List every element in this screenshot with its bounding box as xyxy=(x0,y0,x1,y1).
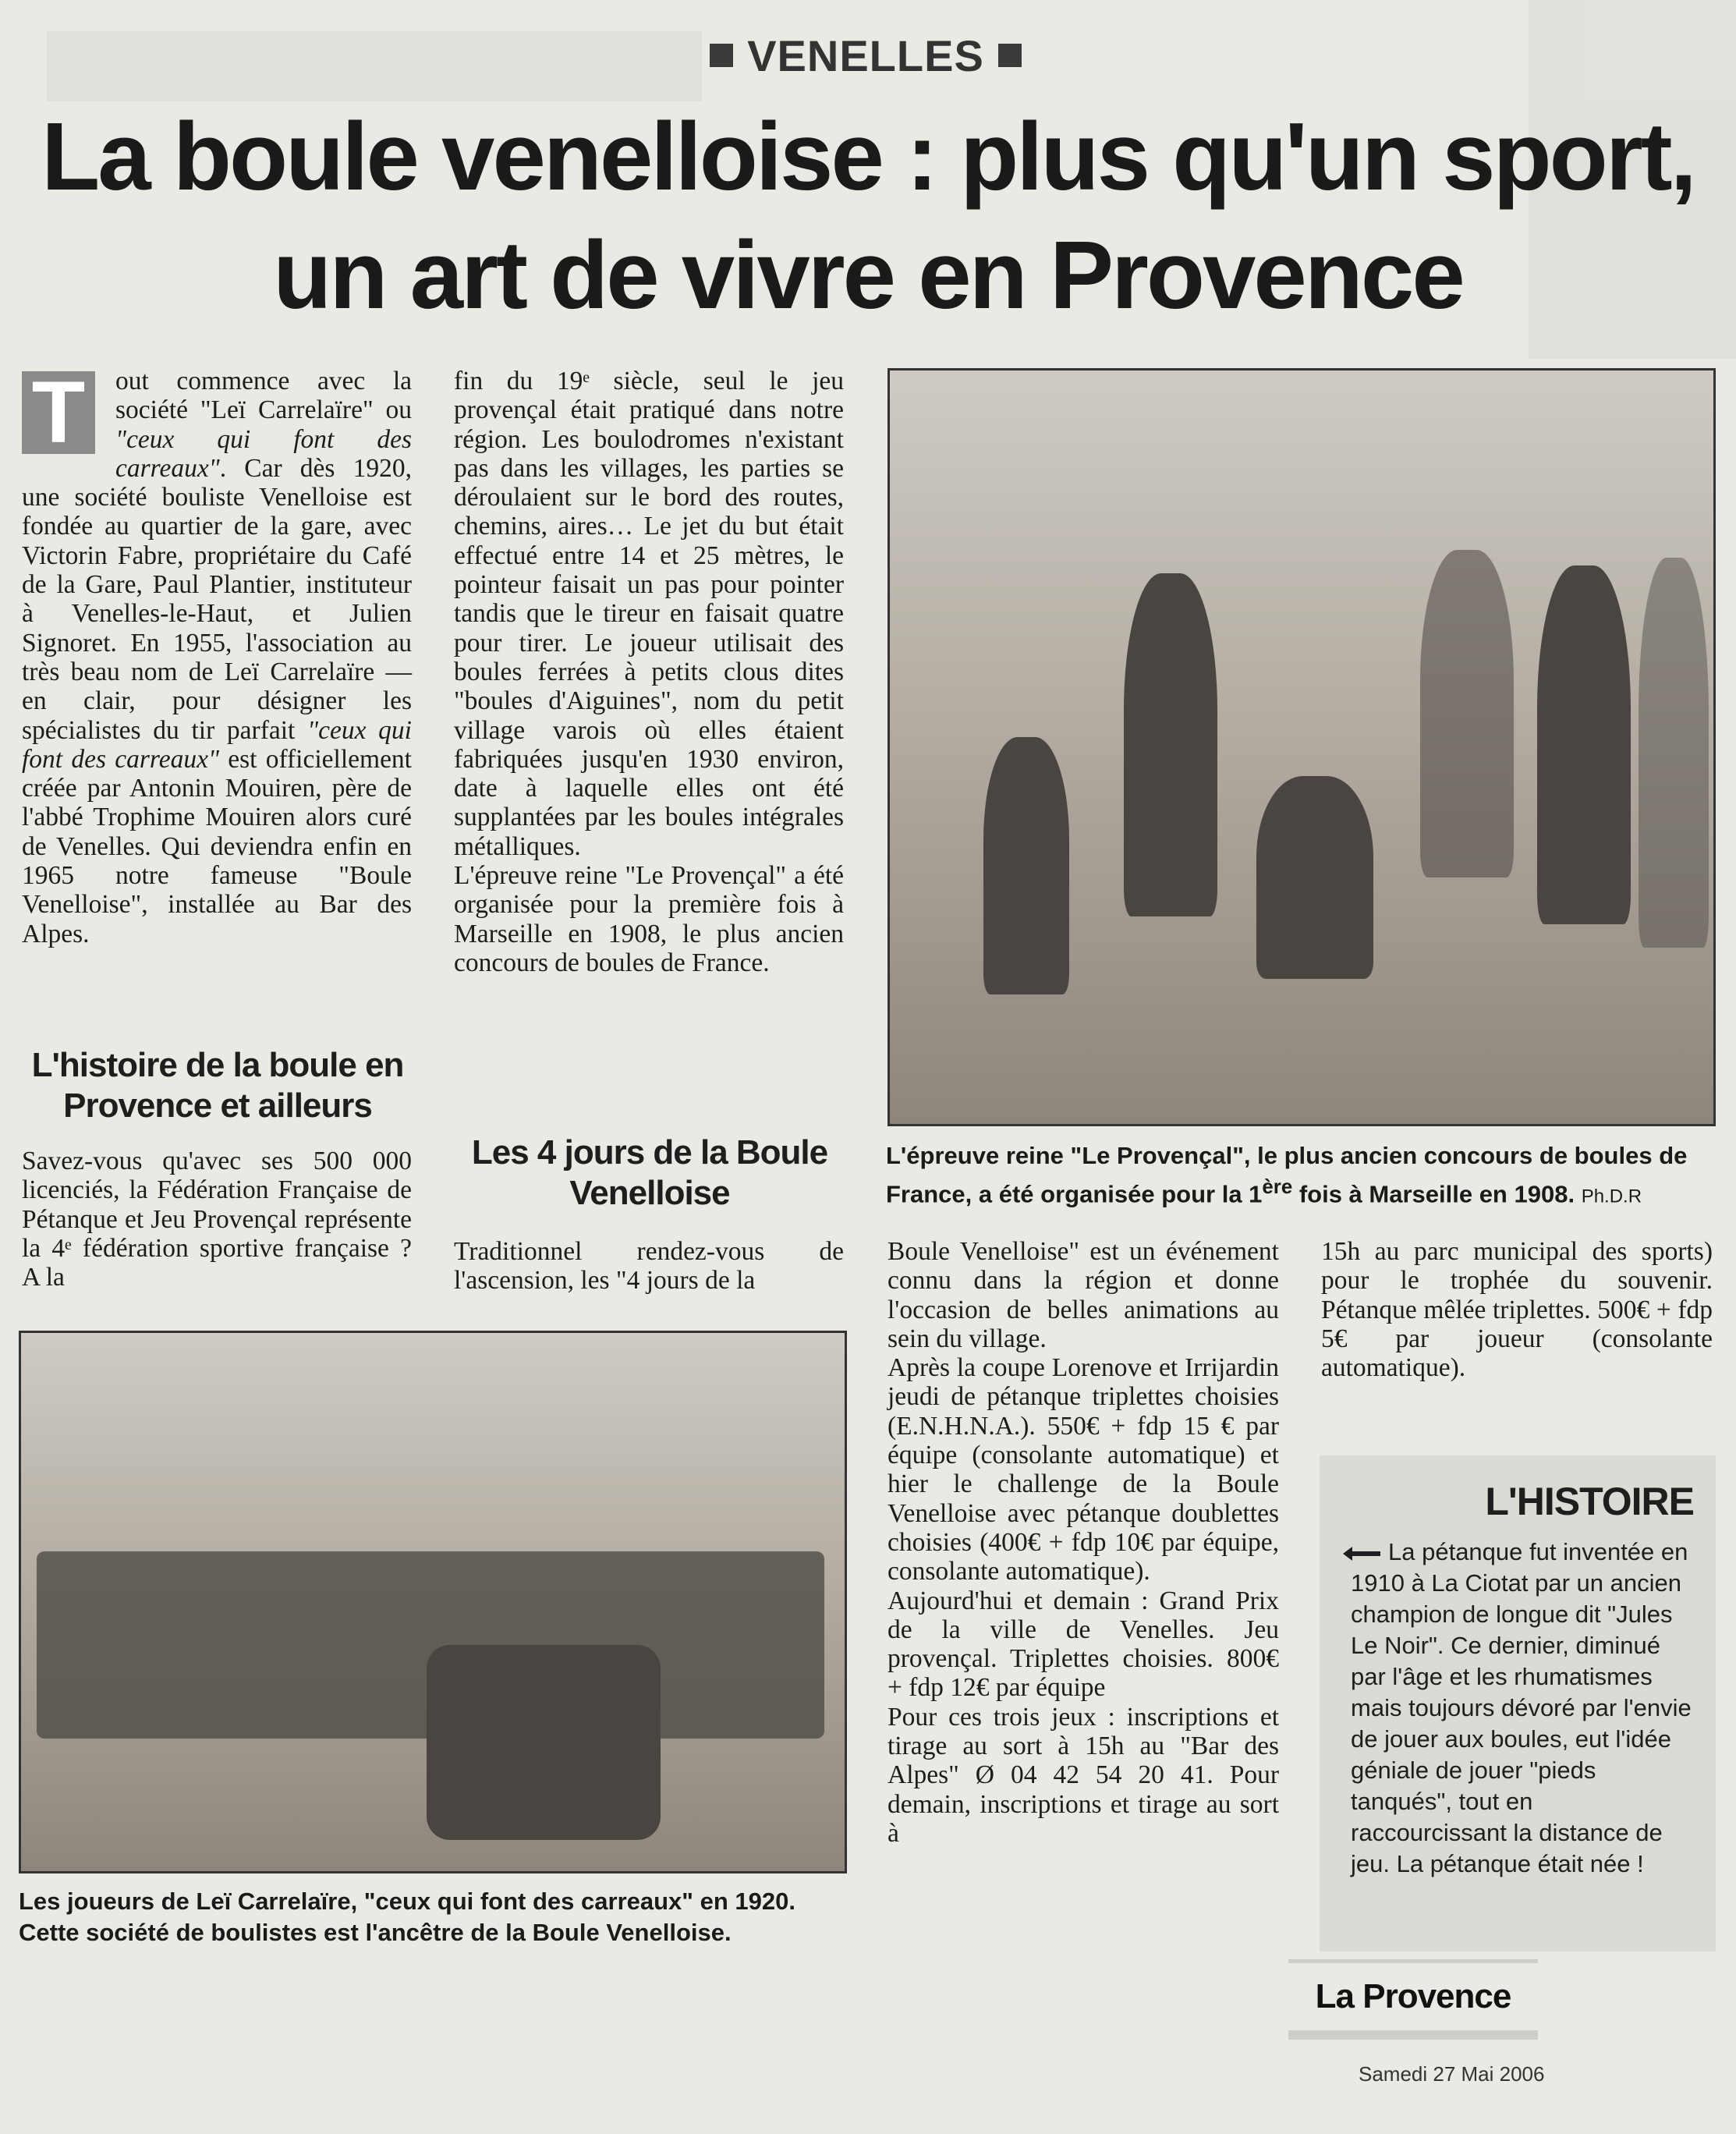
history-subhead: L'histoire de la boule en Provence et ailleurs xyxy=(31,1046,404,1125)
history-paragraph-part1: Savez-vous qu'avec ses 500 000 licenciés, la Fédération Française de Pétanque et Jeu Provençal représente la 4ᵉ fédération sportive française ? A la xyxy=(22,1147,412,1292)
four-days-subhead: Les 4 jours de la Boule Venelloise xyxy=(471,1133,828,1212)
publication-date: Samedi 27 Mai 2006 xyxy=(1359,2062,1545,2086)
photo-le-provencal-1908 xyxy=(887,368,1716,1126)
four-days-registration: Pour ces trois jeux : inscriptions et tirage au sort à 15h au "Bar des Alpes" Ø 04 42 54 20 41. Pour demain, inscriptions et tirage au sort à xyxy=(887,1702,1279,1848)
square-bullet-icon xyxy=(710,44,733,67)
histoire-sidebar-box xyxy=(1320,1455,1716,1951)
history-column-2 xyxy=(454,367,844,977)
adjacent-article-bleed-top xyxy=(47,31,702,101)
four-days-column-3 xyxy=(887,1237,1279,1848)
lead-paragraph: T out commence avec la société "Leï Carrelaïre" ou "ceux qui font des carreaux". Car dès 1920, une société bouliste Venelloise est fondée au quartier de la gare, avec Victorin Fabre, propriétaire du Café de la Gare, Paul Plantier, instituteur à Venelles-le-Haut, et Julien Signoret. En 1955, l'association au très beau nom de Leï Carrelaïre — en clair, pour désigner les spécialistes du tir parfait "ceux qui font des carreaux" est officiellement créée par Antonin Mouiren, père de l'abbé Trophime Mouiren alors curé de Venelles. Qui deviendra enfin en 1965 notre fameuse "Boule Venelloise", installée au Bar des Alpes. xyxy=(22,363,412,948)
four-days-intro: Boule Venelloise" est un événement connu dans la région et donne l'occasion de belles animations au sein du village. xyxy=(887,1237,1279,1353)
history-paragraph-part2: fin du 19ᵉ siècle, seul le jeu provençal était pratiqué dans notre région. Les boulodromes n'existant pas dans les villages, les parties se déroulaient sur le bord des routes, chemins, aires… Le jet du but était effectué entre 14 et 25 mètres, le pointeur faisait un pas pour pointer tandis que le tireur en faisait quatre pour tirer. Le joueur utilisait des boules ferrées à petits clous dites "boules d'Aiguines", nom du petit village varois où elles étaient fabriquées jusqu'en 1930 environ, date à laquelle elles ont été supplantées par les boules intégrales métalliques. xyxy=(454,367,844,861)
four-days-results: Après la coupe Lorenove et Irrijardin jeudi de pétanque triplettes choisies (E.N.H.N.A.). 550€ + fdp 15 € par équipe (consolante automatique) et hier le challenge de la Boule Venelloise avec pétanque doublettes choisies (400€ + fdp 10€ par équipe, consolante automatique). xyxy=(887,1353,1279,1586)
photo1-caption: L'épreuve reine "Le Provençal", le plus ancien concours de boules de France, a été organisée pour la 1ère fois à Marseille en 1908. Ph.D.R xyxy=(886,1142,1688,1208)
box-text-paragraph: La pétanque fut inventée en 1910 à La Ciotat par un ancien champion de longue dit "Jules Le Noir". Ce dernier, diminué par l'âge et les rhumatismes mais toujours dévoré par l'envie de jouer aux boules, eut l'idée géniale de jouer "pieds tanqués", tout en raccourcissant la distance de jeu. La pétanque était née ! xyxy=(1351,1538,1692,1877)
photo-credit: Ph.D.R xyxy=(1581,1186,1642,1207)
box-title: L'HISTOIRE xyxy=(1485,1480,1694,1523)
four-days-column-4 xyxy=(1321,1237,1713,1382)
four-days-column-2 xyxy=(454,1237,844,1296)
headline: La boule venelloise : plus qu'un sport, un art de vivre en Provence xyxy=(41,104,1695,329)
four-days-trophy: 15h au parc municipal des sports) pour le trophée du souvenir. Pétanque mêlée triplettes. 500€ + fdp 5€ par joueur (consolante automatique). xyxy=(1321,1237,1713,1383)
photo-lei-carrelaire-1920 xyxy=(19,1331,847,1873)
photo2-caption: Les joueurs de Leï Carrelaïre, "ceux qui font des carreaux" en 1920. Cette société de boulistes est l'ancêtre de la Boule Venelloise. xyxy=(19,1888,795,1946)
section-name: VENELLES xyxy=(747,30,984,80)
history-column-1 xyxy=(22,1147,412,1292)
four-days-grand-prix: Aujourd'hui et demain : Grand Prix de la ville de Venelles. Jeu provençal. Triplettes choisies. 800€ + fdp 12€ par équipe xyxy=(887,1586,1279,1703)
section-tag xyxy=(702,28,1029,83)
la-provence-logo: La Provence xyxy=(1288,1959,1538,2040)
square-bullet-icon xyxy=(998,44,1022,67)
provencal-paragraph: L'épreuve reine "Le Provençal" a été organisée pour la première fois à Marseille en 1908, le plus ancien concours de boules de France. xyxy=(454,861,844,977)
arrow-left-icon xyxy=(1351,1551,1380,1556)
lead-column xyxy=(22,363,412,948)
drop-cap: T xyxy=(22,371,95,454)
four-days-paragraph-start: Traditionnel rendez-vous de l'ascension, les "4 jours de la xyxy=(454,1237,844,1296)
